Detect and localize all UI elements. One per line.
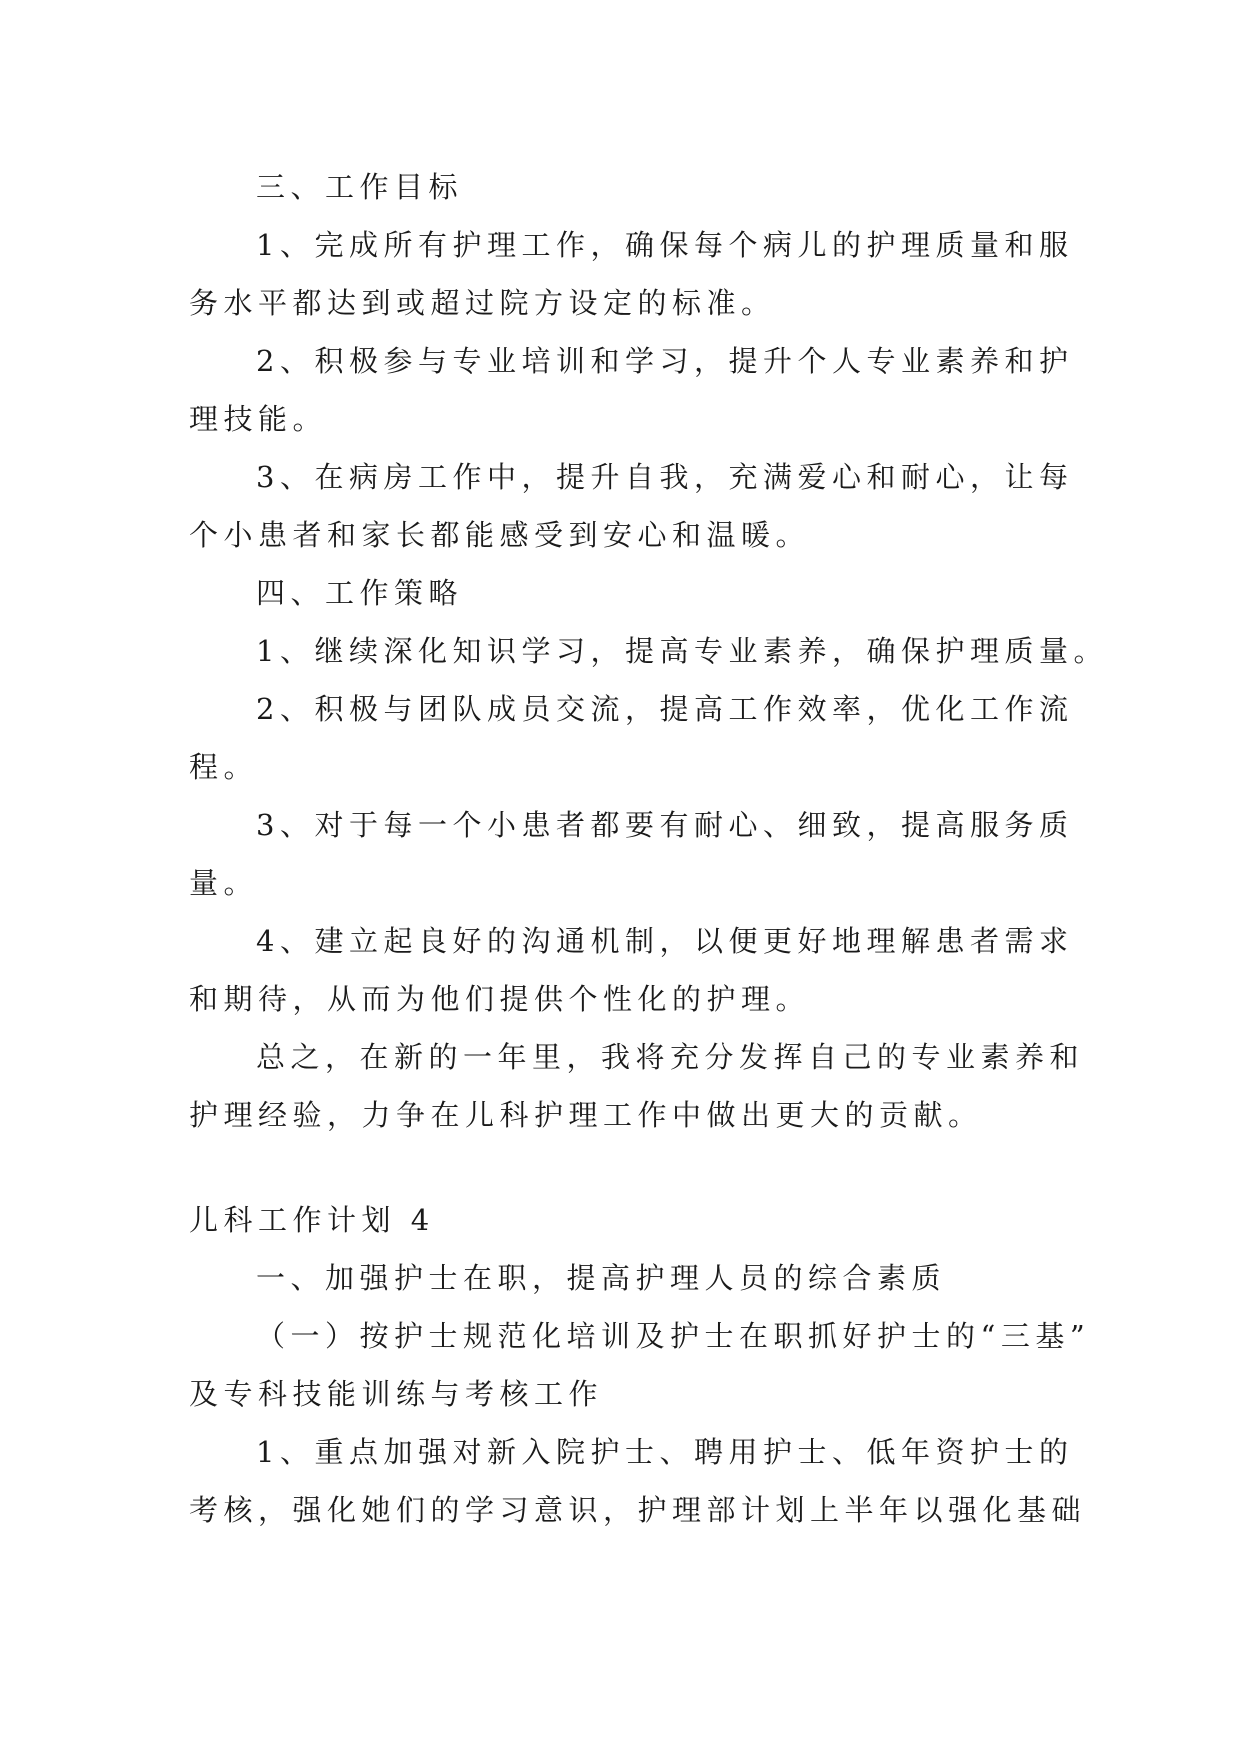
section-heading-work-goals: 三、工作目标	[256, 170, 464, 204]
plan-subheading: 及专科技能训练与考核工作	[189, 1377, 604, 1411]
summary-line: 总之，在新的一年里，我将充分发挥自己的专业素养和	[256, 1040, 1085, 1074]
plan-title: 儿科工作计划 4	[189, 1203, 435, 1237]
paragraph-line: 务水平都达到或超过院方设定的标准。	[189, 286, 776, 320]
section-spacer	[189, 1144, 1059, 1191]
paragraph-line: 3、在病房工作中，提升自我，充满爱心和耐心，让每	[256, 460, 1074, 494]
paragraph-line: 2、积极与团队成员交流，提高工作效率，优化工作流	[256, 692, 1074, 726]
summary-line: 护理经验，力争在儿科护理工作中做出更大的贡献。	[189, 1098, 983, 1132]
paragraph-line: 和期待，从而为他们提供个性化的护理。	[189, 982, 811, 1016]
paragraph-line: 1、完成所有护理工作，确保每个病儿的护理质量和服	[256, 228, 1074, 262]
paragraph-line: 量。	[189, 866, 259, 900]
paragraph-line: 3、对于每一个小患者都要有耐心、细致，提高服务质	[256, 808, 1074, 842]
paragraph-line: 考核，强化她们的学习意识，护理部计划上半年以强化基础	[189, 1493, 1087, 1527]
paragraph-line: 程。	[189, 750, 259, 784]
paragraph-line: 2、积极参与专业培训和学习，提升个人专业素养和护	[256, 344, 1074, 378]
paragraph-line: 1、继续深化知识学习，提高专业素养，确保护理质量。	[256, 634, 1108, 668]
paragraph-line: 个小患者和家长都能感受到安心和温暖。	[189, 518, 811, 552]
paragraph-line: 理技能。	[189, 402, 328, 436]
section-heading-work-strategy: 四、工作策略	[256, 576, 464, 610]
document-body	[189, 158, 1108, 1539]
plan-heading: 一、加强护士在职，提高护理人员的综合素质	[256, 1261, 947, 1295]
paragraph-line: 1、重点加强对新入院护士、聘用护士、低年资护士的	[256, 1435, 1074, 1469]
paragraph-line: 4、建立起良好的沟通机制，以便更好地理解患者需求	[256, 924, 1074, 958]
plan-subheading: （一）按护士规范化培训及护士在职抓好护士的“三基”	[256, 1319, 1091, 1353]
